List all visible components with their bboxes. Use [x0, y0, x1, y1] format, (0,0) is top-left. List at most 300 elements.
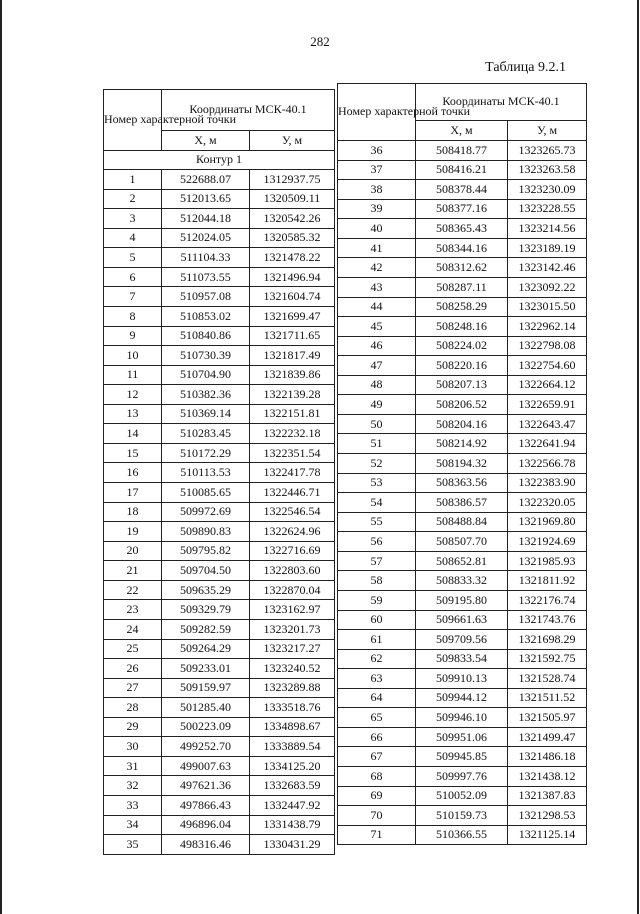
- point-number-cell: 51: [338, 434, 416, 454]
- y-coordinate-cell: 1323228.55: [508, 199, 587, 219]
- x-coordinate-cell: 508377.16: [416, 199, 508, 219]
- table-row: [338, 669, 587, 689]
- y-coordinate-cell: 1322566.78: [508, 454, 587, 474]
- table-row: [104, 776, 335, 796]
- x-coordinate-cell: 510052.09: [416, 786, 508, 806]
- x-coordinate-cell: 508386.57: [416, 493, 508, 513]
- point-number-cell: 39: [338, 199, 416, 219]
- point-number-cell: 35: [104, 835, 162, 855]
- x-coordinate-cell: 500223.09: [162, 717, 250, 737]
- y-coordinate-cell: 1321604.74: [250, 287, 335, 307]
- point-number-cell: 69: [338, 786, 416, 806]
- table-row: [104, 287, 335, 307]
- y-coordinate-cell: 1334898.67: [250, 717, 335, 737]
- point-number-cell: 6: [104, 267, 162, 287]
- table-row: [338, 297, 587, 317]
- left-table-body: [104, 170, 335, 855]
- x-coordinate-cell: 508833.32: [416, 571, 508, 591]
- table-row: [104, 189, 335, 209]
- x-coordinate-cell: 508206.52: [416, 395, 508, 415]
- point-number-cell: 1: [104, 170, 162, 190]
- x-coordinate-cell: 509329.79: [162, 600, 250, 620]
- table-row: [338, 180, 587, 200]
- table-row: [104, 580, 335, 600]
- table-row: [104, 678, 335, 698]
- y-coordinate-cell: 1321496.94: [250, 267, 335, 287]
- y-coordinate-cell: 1334125.20: [250, 756, 335, 776]
- y-coordinate-cell: 1323142.46: [508, 258, 587, 278]
- table-row: [338, 630, 587, 650]
- y-coordinate-cell: 1321817.49: [250, 346, 335, 366]
- y-coordinate-cell: 1323240.52: [250, 659, 335, 679]
- point-number-cell: 59: [338, 590, 416, 610]
- x-coordinate-cell: 508287.11: [416, 277, 508, 297]
- x-coordinate-cell: 509910.13: [416, 669, 508, 689]
- y-coordinate-cell: 1323263.58: [508, 160, 587, 180]
- y-coordinate-cell: 1323214.56: [508, 219, 587, 239]
- point-number-cell: 31: [104, 756, 162, 776]
- y-coordinate-cell: 1322232.18: [250, 424, 335, 444]
- page-number: 282: [310, 34, 330, 49]
- x-coordinate-cell: 510957.08: [162, 287, 250, 307]
- x-coordinate-cell: 509704.50: [162, 561, 250, 581]
- point-number-cell: 62: [338, 649, 416, 669]
- point-number-cell: 67: [338, 747, 416, 767]
- x-coordinate-cell: 498316.46: [162, 835, 250, 855]
- point-number-cell: 20: [104, 541, 162, 561]
- point-number-cell: 22: [104, 580, 162, 600]
- x-coordinate-cell: 509795.82: [162, 541, 250, 561]
- point-number-cell: 56: [338, 532, 416, 552]
- x-coordinate-cell: 508248.16: [416, 317, 508, 337]
- y-coordinate-cell: 1323201.73: [250, 619, 335, 639]
- table-row: [338, 336, 587, 356]
- table-row: [338, 434, 587, 454]
- y-coordinate-cell: 1322139.28: [250, 385, 335, 405]
- point-number-cell: 37: [338, 160, 416, 180]
- table-row: [104, 424, 335, 444]
- x-coordinate-cell: 508363.56: [416, 473, 508, 493]
- x-coordinate-cell: 497866.43: [162, 796, 250, 816]
- x-coordinate-cell: 497621.36: [162, 776, 250, 796]
- y-coordinate-cell: 1322641.94: [508, 434, 587, 454]
- point-number-cell: 8: [104, 306, 162, 326]
- x-coordinate-cell: 510382.36: [162, 385, 250, 405]
- table-row: [104, 306, 335, 326]
- y-coordinate-cell: 1321499.47: [508, 727, 587, 747]
- y-coordinate-cell: 1321698.29: [508, 630, 587, 650]
- header-x: Х, м: [162, 131, 250, 151]
- x-coordinate-cell: 509890.83: [162, 522, 250, 542]
- table-row: [104, 346, 335, 366]
- point-number-cell: 42: [338, 258, 416, 278]
- x-coordinate-cell: 522688.07: [162, 170, 250, 190]
- table-row: [338, 688, 587, 708]
- point-number-cell: 40: [338, 219, 416, 239]
- point-number-cell: 29: [104, 717, 162, 737]
- y-coordinate-cell: 1323230.09: [508, 180, 587, 200]
- y-coordinate-cell: 1321528.74: [508, 669, 587, 689]
- table-row: [104, 717, 335, 737]
- y-coordinate-cell: 1321969.80: [508, 512, 587, 532]
- x-coordinate-cell: 509159.97: [162, 678, 250, 698]
- x-coordinate-cell: 508488.84: [416, 512, 508, 532]
- table-row: [338, 590, 587, 610]
- y-coordinate-cell: 1321511.52: [508, 688, 587, 708]
- x-coordinate-cell: 508204.16: [416, 414, 508, 434]
- point-number-cell: 7: [104, 287, 162, 307]
- point-number-cell: 2: [104, 189, 162, 209]
- table-row: [104, 522, 335, 542]
- point-number-cell: 19: [104, 522, 162, 542]
- point-number-cell: 65: [338, 708, 416, 728]
- point-number-cell: 70: [338, 806, 416, 826]
- point-number-cell: 18: [104, 502, 162, 522]
- table-row: [104, 248, 335, 268]
- header-point-number: Номер характерной точки: [338, 84, 416, 141]
- right-table-body: [338, 141, 587, 845]
- table-row: [338, 395, 587, 415]
- y-coordinate-cell: 1322351.54: [250, 443, 335, 463]
- y-coordinate-cell: 1331438.79: [250, 815, 335, 835]
- x-coordinate-cell: 508258.29: [416, 297, 508, 317]
- point-number-cell: 26: [104, 659, 162, 679]
- x-coordinate-cell: 510113.53: [162, 463, 250, 483]
- x-coordinate-cell: 499252.70: [162, 737, 250, 757]
- y-coordinate-cell: 1323092.22: [508, 277, 587, 297]
- table-row: [104, 541, 335, 561]
- point-number-cell: 58: [338, 571, 416, 591]
- x-coordinate-cell: 512044.18: [162, 209, 250, 229]
- y-coordinate-cell: 1322803.60: [250, 561, 335, 581]
- point-number-cell: 55: [338, 512, 416, 532]
- point-number-cell: 52: [338, 454, 416, 474]
- point-number-cell: 5: [104, 248, 162, 268]
- header-y: У, м: [508, 121, 587, 141]
- x-coordinate-cell: 509997.76: [416, 767, 508, 787]
- point-number-cell: 64: [338, 688, 416, 708]
- point-number-cell: 63: [338, 669, 416, 689]
- y-coordinate-cell: 1322659.91: [508, 395, 587, 415]
- table-row: [338, 277, 587, 297]
- x-coordinate-cell: 511073.55: [162, 267, 250, 287]
- x-coordinate-cell: 509709.56: [416, 630, 508, 650]
- point-number-cell: 9: [104, 326, 162, 346]
- point-number-cell: 36: [338, 141, 416, 161]
- y-coordinate-cell: 1322798.08: [508, 336, 587, 356]
- y-coordinate-cell: 1323217.27: [250, 639, 335, 659]
- table-row: [338, 375, 587, 395]
- y-coordinate-cell: 1322962.14: [508, 317, 587, 337]
- y-coordinate-cell: 1320509.11: [250, 189, 335, 209]
- scan-border-left: [0, 0, 2, 914]
- table-row: [338, 160, 587, 180]
- table-row: [338, 454, 587, 474]
- point-number-cell: 15: [104, 443, 162, 463]
- x-coordinate-cell: 509946.10: [416, 708, 508, 728]
- table-row: [104, 267, 335, 287]
- y-coordinate-cell: 1321811.92: [508, 571, 587, 591]
- y-coordinate-cell: 1322176.74: [508, 590, 587, 610]
- x-coordinate-cell: 508418.77: [416, 141, 508, 161]
- point-number-cell: 50: [338, 414, 416, 434]
- table-row: [104, 835, 335, 855]
- x-coordinate-cell: 496896.04: [162, 815, 250, 835]
- table-row: [338, 571, 587, 591]
- y-coordinate-cell: 1312937.75: [250, 170, 335, 190]
- x-coordinate-cell: 509944.12: [416, 688, 508, 708]
- x-coordinate-cell: 510369.14: [162, 404, 250, 424]
- table-row: [338, 649, 587, 669]
- point-number-cell: 32: [104, 776, 162, 796]
- x-coordinate-cell: 510283.45: [162, 424, 250, 444]
- point-number-cell: 53: [338, 473, 416, 493]
- y-coordinate-cell: 1332447.92: [250, 796, 335, 816]
- y-coordinate-cell: 1321743.76: [508, 610, 587, 630]
- table-row: [338, 806, 587, 826]
- point-number-cell: 3: [104, 209, 162, 229]
- x-coordinate-cell: 509233.01: [162, 659, 250, 679]
- point-number-cell: 41: [338, 238, 416, 258]
- point-number-cell: 47: [338, 356, 416, 376]
- table-row: [104, 404, 335, 424]
- point-number-cell: 33: [104, 796, 162, 816]
- point-number-cell: 4: [104, 228, 162, 248]
- y-coordinate-cell: 1321125.14: [508, 825, 587, 845]
- table-row: [338, 786, 587, 806]
- point-number-cell: 68: [338, 767, 416, 787]
- x-coordinate-cell: 510840.86: [162, 326, 250, 346]
- point-number-cell: 24: [104, 619, 162, 639]
- table-row: [338, 708, 587, 728]
- point-number-cell: 44: [338, 297, 416, 317]
- y-coordinate-cell: 1321985.93: [508, 551, 587, 571]
- table-row: [338, 317, 587, 337]
- point-number-cell: 17: [104, 483, 162, 503]
- table-row: [104, 659, 335, 679]
- table-row: [338, 825, 587, 845]
- x-coordinate-cell: 508507.70: [416, 532, 508, 552]
- x-coordinate-cell: 508220.16: [416, 356, 508, 376]
- point-number-cell: 38: [338, 180, 416, 200]
- x-coordinate-cell: 509635.29: [162, 580, 250, 600]
- table-row: [338, 356, 587, 376]
- y-coordinate-cell: 1333889.54: [250, 737, 335, 757]
- y-coordinate-cell: 1320585.32: [250, 228, 335, 248]
- x-coordinate-cell: 510853.02: [162, 306, 250, 326]
- point-number-cell: 57: [338, 551, 416, 571]
- y-coordinate-cell: 1322320.05: [508, 493, 587, 513]
- table-row: [338, 238, 587, 258]
- table-row: [338, 551, 587, 571]
- point-number-cell: 23: [104, 600, 162, 620]
- y-coordinate-cell: 1322446.71: [250, 483, 335, 503]
- coordinates-table-left: [103, 89, 335, 855]
- x-coordinate-cell: 510366.55: [416, 825, 508, 845]
- point-number-cell: 11: [104, 365, 162, 385]
- x-coordinate-cell: 510159.73: [416, 806, 508, 826]
- point-number-cell: 13: [104, 404, 162, 424]
- y-coordinate-cell: 1322643.47: [508, 414, 587, 434]
- y-coordinate-cell: 1321478.22: [250, 248, 335, 268]
- x-coordinate-cell: 510704.90: [162, 365, 250, 385]
- table-row: [338, 219, 587, 239]
- table-row: [104, 326, 335, 346]
- table-row: [104, 796, 335, 816]
- y-coordinate-cell: 1322716.69: [250, 541, 335, 561]
- table-row: [338, 493, 587, 513]
- y-coordinate-cell: 1321486.18: [508, 747, 587, 767]
- y-coordinate-cell: 1321387.83: [508, 786, 587, 806]
- point-number-cell: 60: [338, 610, 416, 630]
- point-number-cell: 61: [338, 630, 416, 650]
- table-row: [104, 463, 335, 483]
- x-coordinate-cell: 511104.33: [162, 248, 250, 268]
- table-caption: Таблица 9.2.1: [485, 60, 566, 75]
- header-coordinates: Координаты МСК-40.1: [162, 90, 335, 131]
- x-coordinate-cell: 508416.21: [416, 160, 508, 180]
- point-number-cell: 71: [338, 825, 416, 845]
- header-point-number: Номер характерной точки: [104, 90, 162, 151]
- table-row: [338, 199, 587, 219]
- y-coordinate-cell: 1321298.53: [508, 806, 587, 826]
- y-coordinate-cell: 1321924.69: [508, 532, 587, 552]
- y-coordinate-cell: 1322383.90: [508, 473, 587, 493]
- x-coordinate-cell: 508224.02: [416, 336, 508, 356]
- x-coordinate-cell: 509945.85: [416, 747, 508, 767]
- coordinates-table-right: [337, 83, 587, 845]
- y-coordinate-cell: 1322754.60: [508, 356, 587, 376]
- y-coordinate-cell: 1323289.88: [250, 678, 335, 698]
- y-coordinate-cell: 1323015.50: [508, 297, 587, 317]
- table-row: [338, 532, 587, 552]
- table-row: [338, 727, 587, 747]
- scan-border-right: [637, 0, 639, 914]
- contour-label: Контур 1: [104, 151, 335, 170]
- x-coordinate-cell: 509282.59: [162, 619, 250, 639]
- x-coordinate-cell: 508214.92: [416, 434, 508, 454]
- x-coordinate-cell: 510172.29: [162, 443, 250, 463]
- table-row: [104, 209, 335, 229]
- point-number-cell: 46: [338, 336, 416, 356]
- header-x: Х, м: [416, 121, 508, 141]
- x-coordinate-cell: 499007.63: [162, 756, 250, 776]
- table-row: [338, 767, 587, 787]
- x-coordinate-cell: 509972.69: [162, 502, 250, 522]
- table-row: [338, 141, 587, 161]
- y-coordinate-cell: 1323265.73: [508, 141, 587, 161]
- table-row: [338, 473, 587, 493]
- x-coordinate-cell: 509195.80: [416, 590, 508, 610]
- point-number-cell: 49: [338, 395, 416, 415]
- point-number-cell: 28: [104, 698, 162, 718]
- table-row: [338, 747, 587, 767]
- y-coordinate-cell: 1321839.86: [250, 365, 335, 385]
- y-coordinate-cell: 1321505.97: [508, 708, 587, 728]
- table-row: [104, 385, 335, 405]
- point-number-cell: 66: [338, 727, 416, 747]
- x-coordinate-cell: 508378.44: [416, 180, 508, 200]
- point-number-cell: 54: [338, 493, 416, 513]
- table-row: [104, 365, 335, 385]
- point-number-cell: 25: [104, 639, 162, 659]
- y-coordinate-cell: 1322417.78: [250, 463, 335, 483]
- table-row: [104, 639, 335, 659]
- y-coordinate-cell: 1332683.59: [250, 776, 335, 796]
- point-number-cell: 30: [104, 737, 162, 757]
- point-number-cell: 27: [104, 678, 162, 698]
- y-coordinate-cell: 1321592.75: [508, 649, 587, 669]
- table-row: [338, 512, 587, 532]
- header-coordinates: Координаты МСК-40.1: [416, 84, 587, 121]
- point-number-cell: 48: [338, 375, 416, 395]
- point-number-cell: 43: [338, 277, 416, 297]
- table-row: [104, 443, 335, 463]
- x-coordinate-cell: 508365.43: [416, 219, 508, 239]
- x-coordinate-cell: 508652.81: [416, 551, 508, 571]
- point-number-cell: 34: [104, 815, 162, 835]
- y-coordinate-cell: 1322624.96: [250, 522, 335, 542]
- y-coordinate-cell: 1322151.81: [250, 404, 335, 424]
- y-coordinate-cell: 1322664.12: [508, 375, 587, 395]
- x-coordinate-cell: 508312.62: [416, 258, 508, 278]
- x-coordinate-cell: 509661.63: [416, 610, 508, 630]
- table-row: [104, 756, 335, 776]
- y-coordinate-cell: 1322870.04: [250, 580, 335, 600]
- point-number-cell: 12: [104, 385, 162, 405]
- x-coordinate-cell: 501285.40: [162, 698, 250, 718]
- x-coordinate-cell: 508344.16: [416, 238, 508, 258]
- table-row: [104, 600, 335, 620]
- table-row: [104, 815, 335, 835]
- x-coordinate-cell: 512024.05: [162, 228, 250, 248]
- table-row: [104, 228, 335, 248]
- x-coordinate-cell: 508207.13: [416, 375, 508, 395]
- point-number-cell: 21: [104, 561, 162, 581]
- table-row: [104, 561, 335, 581]
- table-row: [338, 414, 587, 434]
- table-row: [104, 170, 335, 190]
- table-row: [104, 502, 335, 522]
- y-coordinate-cell: 1321699.47: [250, 306, 335, 326]
- table-row: [338, 258, 587, 278]
- y-coordinate-cell: 1321438.12: [508, 767, 587, 787]
- table-row: [104, 483, 335, 503]
- point-number-cell: 45: [338, 317, 416, 337]
- table-row: [104, 619, 335, 639]
- point-number-cell: 10: [104, 346, 162, 366]
- y-coordinate-cell: 1323162.97: [250, 600, 335, 620]
- y-coordinate-cell: 1333518.76: [250, 698, 335, 718]
- y-coordinate-cell: 1320542.26: [250, 209, 335, 229]
- point-number-cell: 14: [104, 424, 162, 444]
- x-coordinate-cell: 510085.65: [162, 483, 250, 503]
- point-number-cell: 16: [104, 463, 162, 483]
- y-coordinate-cell: 1321711.65: [250, 326, 335, 346]
- x-coordinate-cell: 509264.29: [162, 639, 250, 659]
- table-row: [338, 610, 587, 630]
- y-coordinate-cell: 1323189.19: [508, 238, 587, 258]
- header-y: У, м: [250, 131, 335, 151]
- x-coordinate-cell: 510730.39: [162, 346, 250, 366]
- x-coordinate-cell: 509951.06: [416, 727, 508, 747]
- table-row: [104, 698, 335, 718]
- table-row: [104, 737, 335, 757]
- x-coordinate-cell: 509833.54: [416, 649, 508, 669]
- y-coordinate-cell: 1322546.54: [250, 502, 335, 522]
- x-coordinate-cell: 508194.32: [416, 454, 508, 474]
- y-coordinate-cell: 1330431.29: [250, 835, 335, 855]
